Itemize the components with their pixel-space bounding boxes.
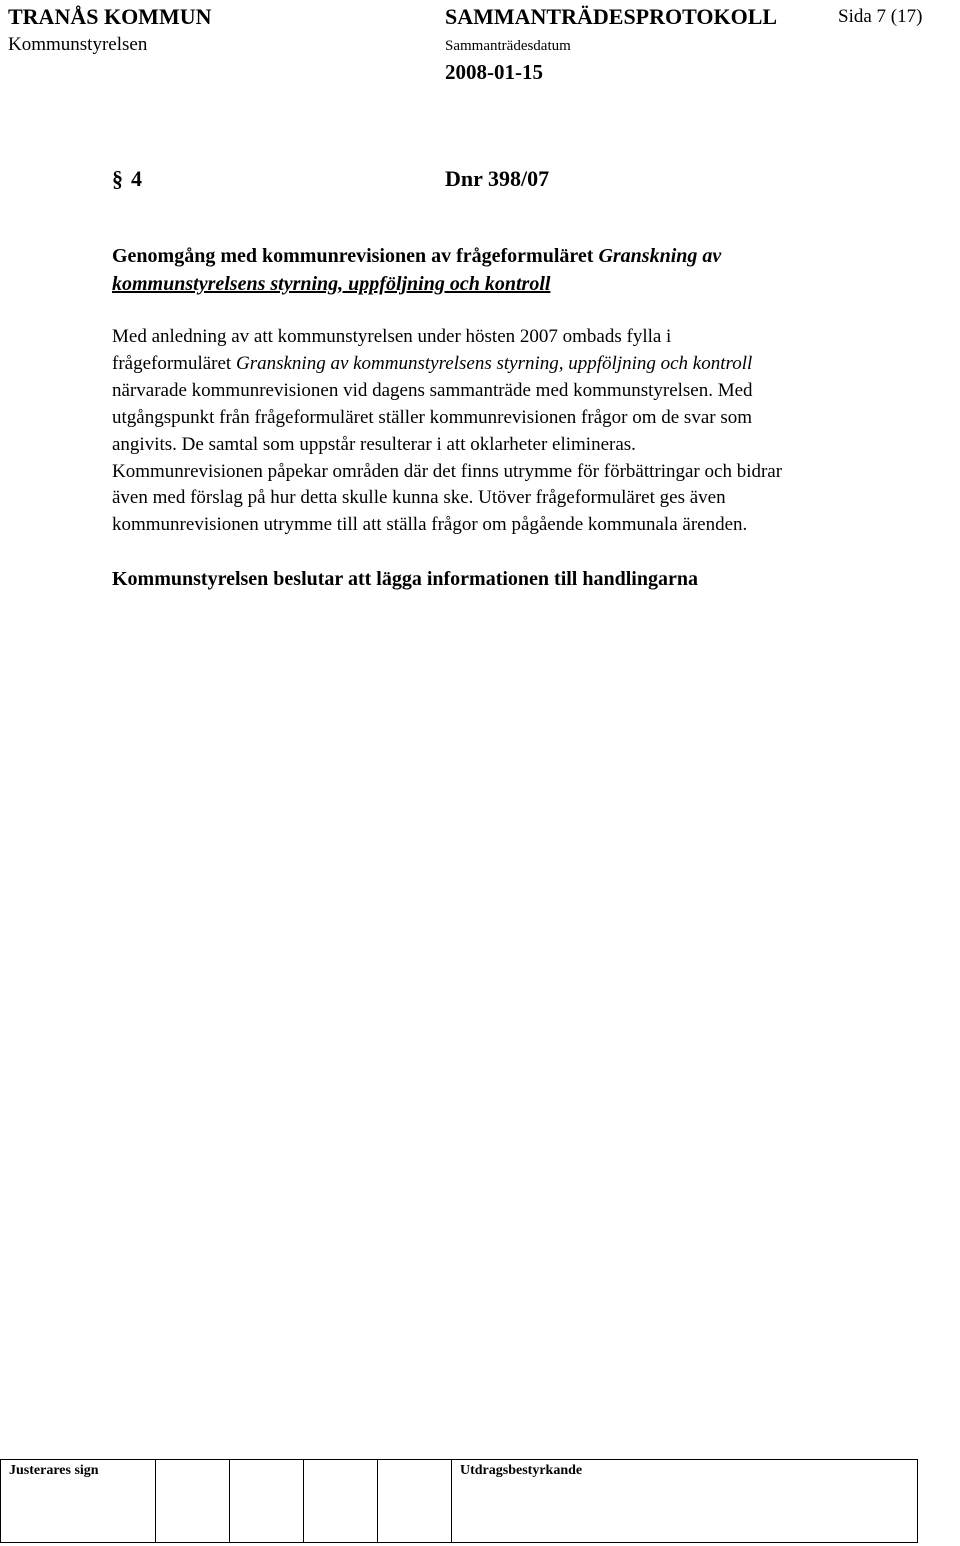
- body-paragraph: [112, 324, 948, 539]
- body-line: närvarade kommunrevisionen vid dagens sammanträde med kommunstyrelsen. Med: [112, 379, 753, 401]
- questionnaire-title: Granskning av kommunstyrelsens styrning, uppföljning och kontroll: [235, 352, 753, 374]
- item-title-italic: Granskning av: [598, 245, 722, 267]
- department-name: Kommunstyrelsen: [8, 34, 148, 55]
- section-symbol: §: [112, 166, 123, 191]
- item-title-line-2: kommunstyrelsens styrning, uppföljning och kontroll: [112, 273, 551, 295]
- section-number: 4: [131, 166, 142, 191]
- extract-label: Utdragsbestyrkande: [460, 1463, 583, 1478]
- document-type: SAMMANTRÄDESPROTOKOLL: [445, 4, 778, 29]
- body-text: frågeformuläret: [112, 352, 236, 374]
- body-line: utgångspunkt från frågeformuläret ställer kommunrevisionen frågor om de svar som: [112, 406, 753, 428]
- page-number: Sida 7 (17): [838, 6, 923, 27]
- sign-label: Justerares sign: [9, 1463, 99, 1478]
- signature-table: [0, 1459, 918, 1543]
- extract-cell: [452, 1460, 918, 1543]
- meeting-date: 2008-01-15: [445, 60, 543, 84]
- sign-label-cell: [1, 1460, 156, 1543]
- sign-box: [304, 1460, 378, 1543]
- case-number: Dnr 398/07: [445, 166, 550, 191]
- date-label: Sammanträdesdatum: [445, 38, 571, 54]
- item-title-line-1: [112, 245, 721, 268]
- body-line: angivits. De samtal som uppstår resulterar i att oklarheter elimineras.: [112, 433, 636, 455]
- body-line: Med anledning av att kommunstyrelsen under hösten 2007 ombads fylla i: [112, 326, 672, 347]
- sign-box: [378, 1460, 452, 1543]
- sign-box: [156, 1460, 230, 1543]
- item-title-text: Genomgång med kommunrevisionen av frågeformuläret: [112, 245, 599, 267]
- sign-box: [230, 1460, 304, 1543]
- decision: Kommunstyrelsen beslutar att lägga informationen till handlingarna: [112, 568, 698, 590]
- body-line: [112, 351, 948, 378]
- body-line: även med förslag på hur detta skulle kunna ske. Utöver frågeformuläret ges även: [112, 487, 726, 509]
- body-line: kommunrevisionen utrymme till att ställa frågor om pågående kommunala ärenden.: [112, 514, 748, 536]
- body-line: Kommunrevisionen påpekar områden där det finns utrymme för förbättringar och bidrar: [112, 460, 783, 482]
- organization-name: TRANÅS KOMMUN: [8, 4, 212, 29]
